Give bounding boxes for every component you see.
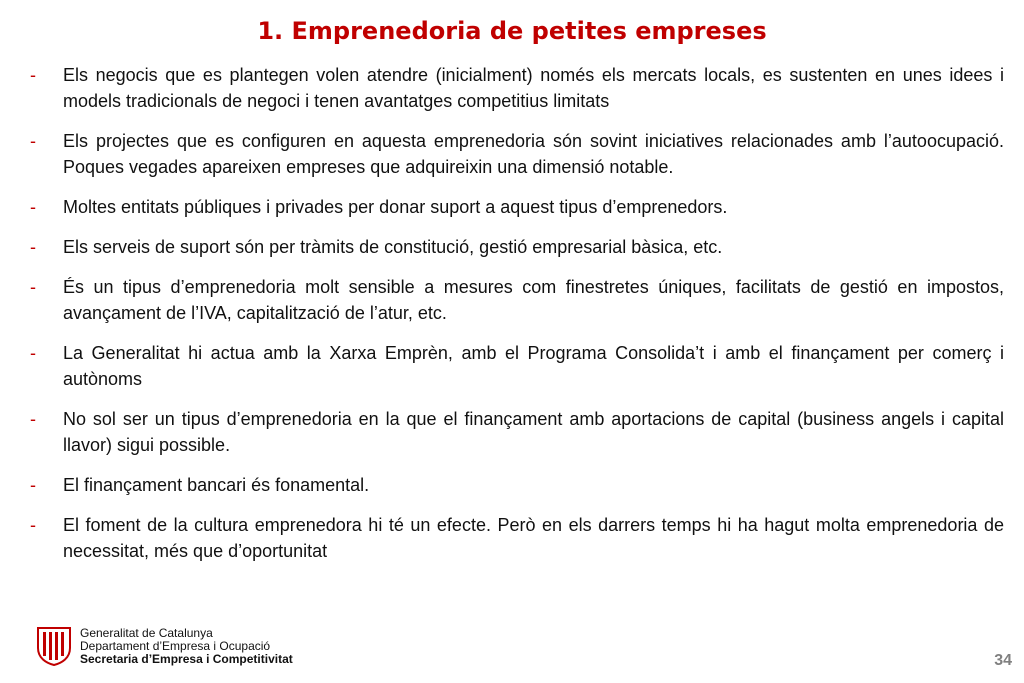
list-item [24,472,1004,498]
bullet-dash: - [30,131,36,151]
bullet-text: Els projectes que es configuren en aquesta emprenedoria són sovint iniciatives relacionades amb l’autoocupació. Poques vegades apareixen empreses que adquireixin una dimensió notable. [63,131,1004,177]
bullet-list [24,62,1004,578]
bullet-text: La Generalitat hi actua amb la Xarxa Emprèn, amb el Programa Consolida’t i amb el finançament per comerç i autònoms [63,343,1004,389]
bullet-text: Moltes entitats públiques i privades per donar suport a aquest tipus d’emprenedors. [63,197,728,217]
bullet-dash: - [30,515,36,535]
list-item [24,62,1004,114]
list-item [24,512,1004,564]
bullet-text: El finançament bancari és fonamental. [63,475,370,495]
bullet-dash: - [30,343,36,363]
bullet-text: És un tipus d’emprenedoria molt sensible a mesures com finestretes úniques, facilitats de gestió en impostos, avançament de l’IVA, capitalització de l’atur, etc. [63,277,1004,323]
bullet-dash: - [30,475,36,495]
bullet-text: No sol ser un tipus d’emprenedoria en la que el finançament amb aportacions de capital (business angels i capital llavor) sigui possible. [63,409,1004,455]
logo-line-departament: Departament d’Empresa i Ocupació [80,638,271,653]
page-number: 34 [994,652,1012,669]
list-item [24,406,1004,458]
bullet-text: Els negocis que es plantegen volen atendre (inicialment) només els mercats locals, es sustenten en unes idees i models tradicionals de negoci i tenen avantatges competitius limitats [63,65,1004,111]
bullet-dash: - [30,65,36,85]
generalitat-logo [36,626,293,666]
logo-line-secretaria: Secretaria d’Empresa i Competitivitat [80,651,293,666]
slide-title: 1. Emprenedoria de petites empreses [257,17,767,45]
list-item [24,128,1004,180]
bullet-dash: - [30,409,36,429]
logo-text [80,627,293,666]
list-item [24,234,1004,260]
list-item [24,340,1004,392]
logo-line-generalitat: Generalitat de Catalunya [80,625,213,640]
bullet-text: El foment de la cultura emprenedora hi té un efecte. Però en els darrers temps hi ha hagut molta emprenedoria de necessitat, més que d’oportunitat [63,515,1004,561]
list-item [24,194,1004,220]
bullet-dash: - [30,237,36,257]
bullet-dash: - [30,277,36,297]
list-item [24,274,1004,326]
generalitat-seal-icon [36,626,72,666]
bullet-text: Els serveis de suport són per tràmits de constitució, gestió empresarial bàsica, etc. [63,237,723,257]
bullet-dash: - [30,197,36,217]
